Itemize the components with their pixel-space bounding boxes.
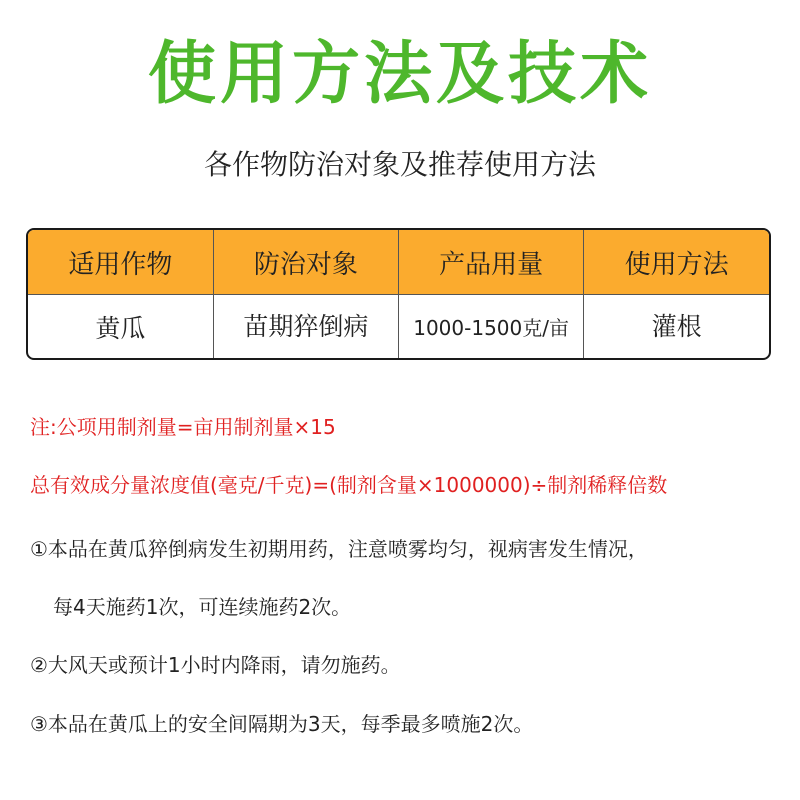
table-row xyxy=(28,295,769,359)
page-title: 使用方法及技术 xyxy=(147,35,652,114)
instruction-item-2: ②大风天或预计1小时内降雨，请勿施药。 xyxy=(30,653,401,677)
cell-target: 苗期猝倒病 xyxy=(213,295,398,359)
usage-table xyxy=(26,228,771,360)
note-formula-concentration: 总有效成分量浓度值(毫克/千克)=(制剂含量×1000000)÷制剂稀释倍数 xyxy=(30,473,668,497)
cell-dosage: 1000-1500克/亩 xyxy=(399,295,584,359)
note-formula-area: 注:公项用制剂量=亩用制剂量×15 xyxy=(30,415,336,439)
instruction-item-1-continued: 每4天施药1次，可连续施药2次。 xyxy=(53,595,352,619)
instruction-item-1: ①本品在黄瓜猝倒病发生初期用药，注意喷雾均匀，视病害发生情况， xyxy=(30,537,648,561)
header-dosage: 产品用量 xyxy=(399,230,584,295)
header-target: 防治对象 xyxy=(213,230,398,295)
header-crop: 适用作物 xyxy=(28,230,213,295)
page-subtitle: 各作物防治对象及推荐使用方法 xyxy=(203,148,596,181)
cell-method: 灌根 xyxy=(651,312,702,341)
cell-crop: 黄瓜 xyxy=(28,295,213,359)
table-header-row xyxy=(28,230,769,295)
header-method: 使用方法 xyxy=(584,230,769,295)
instruction-item-3: ③本品在黄瓜上的安全间隔期为3天，每季最多喷施2次。 xyxy=(30,712,534,736)
